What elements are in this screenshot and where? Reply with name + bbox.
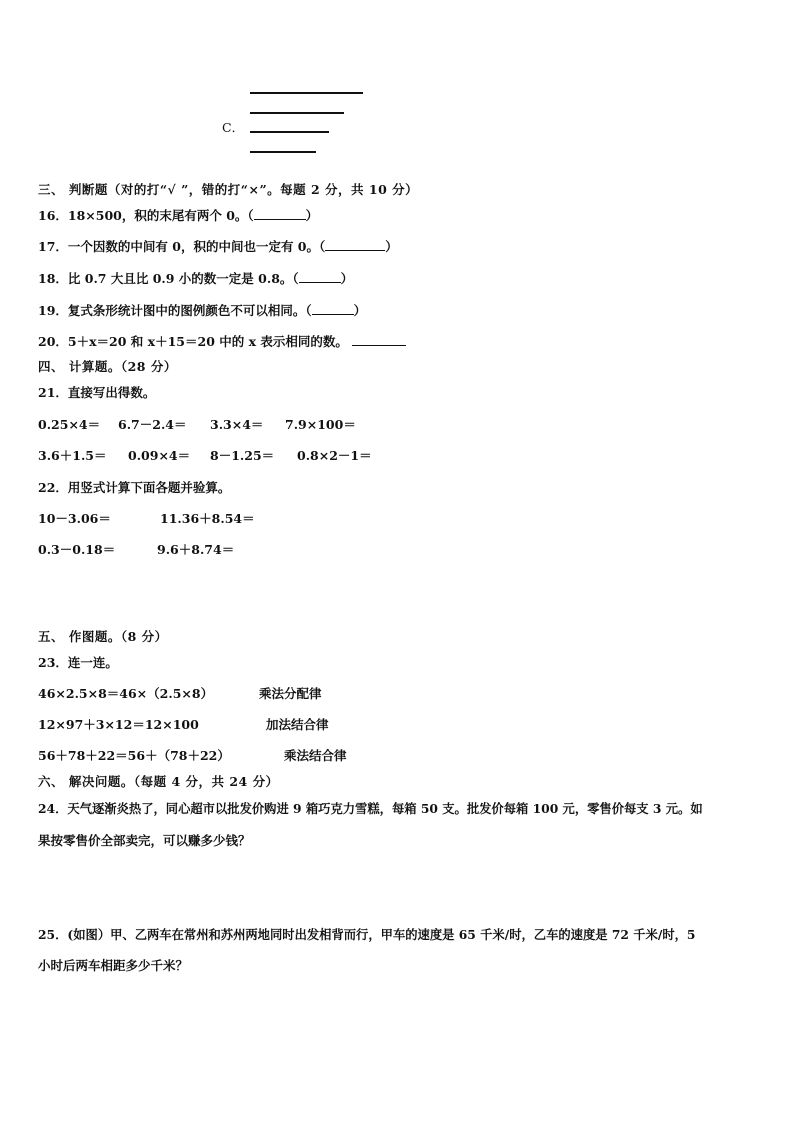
match-left-item[interactable]: 46×2.5×8＝46×（2.5×8） — [38, 686, 214, 701]
match-right-item[interactable]: 乘法结合律 — [284, 748, 347, 763]
calc-item: 3.3×4＝ — [210, 417, 264, 432]
question-17 — [38, 238, 398, 255]
vertical-calc-item: 10－3.06＝ — [38, 511, 111, 526]
section-4-title: 四、 计算题。（28 分） — [38, 359, 177, 374]
section-6-title: 六、 解决问题。（每题 4 分，共 24 分） — [38, 774, 279, 789]
question-22: 22．用竖式计算下面各题并验算。 — [38, 480, 231, 495]
calc-item: 3.6＋1.5＝ — [38, 448, 107, 463]
question-24-line-1: 24．天气逐渐炎热了，同心超市以批发价购进 9 箱巧克力雪糕，每箱 50 支。批发价每箱 100 元，零售价每支 3 元。如 — [38, 801, 703, 816]
question-25-line-2: 小时后两车相距多少千米？ — [38, 958, 189, 973]
calc-item: 0.09×4＝ — [128, 448, 191, 463]
answer-blank-18[interactable] — [299, 270, 341, 283]
calc-item: 0.8×2－1＝ — [297, 448, 372, 463]
calc-item: 0.25×4＝ — [38, 417, 101, 432]
question-16-close: ） — [305, 208, 319, 223]
option-c-segment-1 — [250, 92, 363, 94]
match-left-item[interactable]: 12×97＋3×12＝12×100 — [38, 717, 199, 732]
calc-item: 6.7－2.4＝ — [118, 417, 187, 432]
calc-item: 8－1.25＝ — [210, 448, 275, 463]
question-20 — [38, 333, 406, 350]
vertical-calc-item: 11.36＋8.54＝ — [160, 511, 255, 526]
question-18-close: ） — [340, 271, 354, 286]
match-right-item[interactable]: 加法结合律 — [266, 717, 329, 732]
section-3-title: 三、 判断题（对的打“√ ”，错的打“×”。每题 2 分，共 10 分） — [38, 182, 419, 197]
match-right-item[interactable]: 乘法分配律 — [259, 686, 322, 701]
option-c-label: C． — [222, 120, 245, 135]
match-left-item[interactable]: 56＋78＋22＝56＋（78＋22） — [38, 748, 230, 763]
question-16-text: 16．18×500，积的末尾有两个 0。（ — [38, 208, 254, 223]
question-24-line-2: 果按零售价全部卖完，可以赚多少钱？ — [38, 833, 251, 848]
answer-blank-16[interactable] — [254, 207, 306, 220]
answer-blank-17[interactable] — [325, 238, 385, 251]
answer-blank-20[interactable] — [352, 333, 406, 346]
option-c-segment-2 — [250, 112, 344, 114]
question-18 — [38, 270, 353, 287]
question-18-text: 18．比 0.7 大且比 0.9 小的数一定是 0.8。（ — [38, 271, 299, 286]
question-19-text: 19．复式条形统计图中的图例颜色不可以相同。（ — [38, 303, 312, 318]
vertical-calc-item: 9.6＋8.74＝ — [157, 542, 235, 557]
question-23: 23．连一连。 — [38, 655, 118, 670]
option-c-segment-4 — [250, 151, 316, 153]
question-17-close: ） — [385, 239, 398, 254]
question-16 — [38, 207, 318, 224]
question-20-text: 20．5＋x＝20 和 x＋15＝20 中的 x 表示相同的数。 — [38, 334, 348, 349]
vertical-calc-item: 0.3－0.18＝ — [38, 542, 116, 557]
calc-item: 7.9×100＝ — [285, 417, 356, 432]
section-5-title: 五、 作图题。（8 分） — [38, 629, 168, 644]
answer-blank-19[interactable] — [312, 302, 354, 315]
question-17-text: 17．一个因数的中间有 0，积的中间也一定有 0。（ — [38, 239, 326, 254]
question-19-close: ） — [353, 303, 367, 318]
option-c-segment-3 — [250, 131, 329, 133]
question-19 — [38, 302, 366, 319]
question-25-line-1: 25．(如图）甲、乙两车在常州和苏州两地同时出发相背而行，甲车的速度是 65 千米/时，乙车的速度是 72 千米/时，5 — [38, 927, 696, 942]
question-21: 21．直接写出得数。 — [38, 385, 156, 400]
